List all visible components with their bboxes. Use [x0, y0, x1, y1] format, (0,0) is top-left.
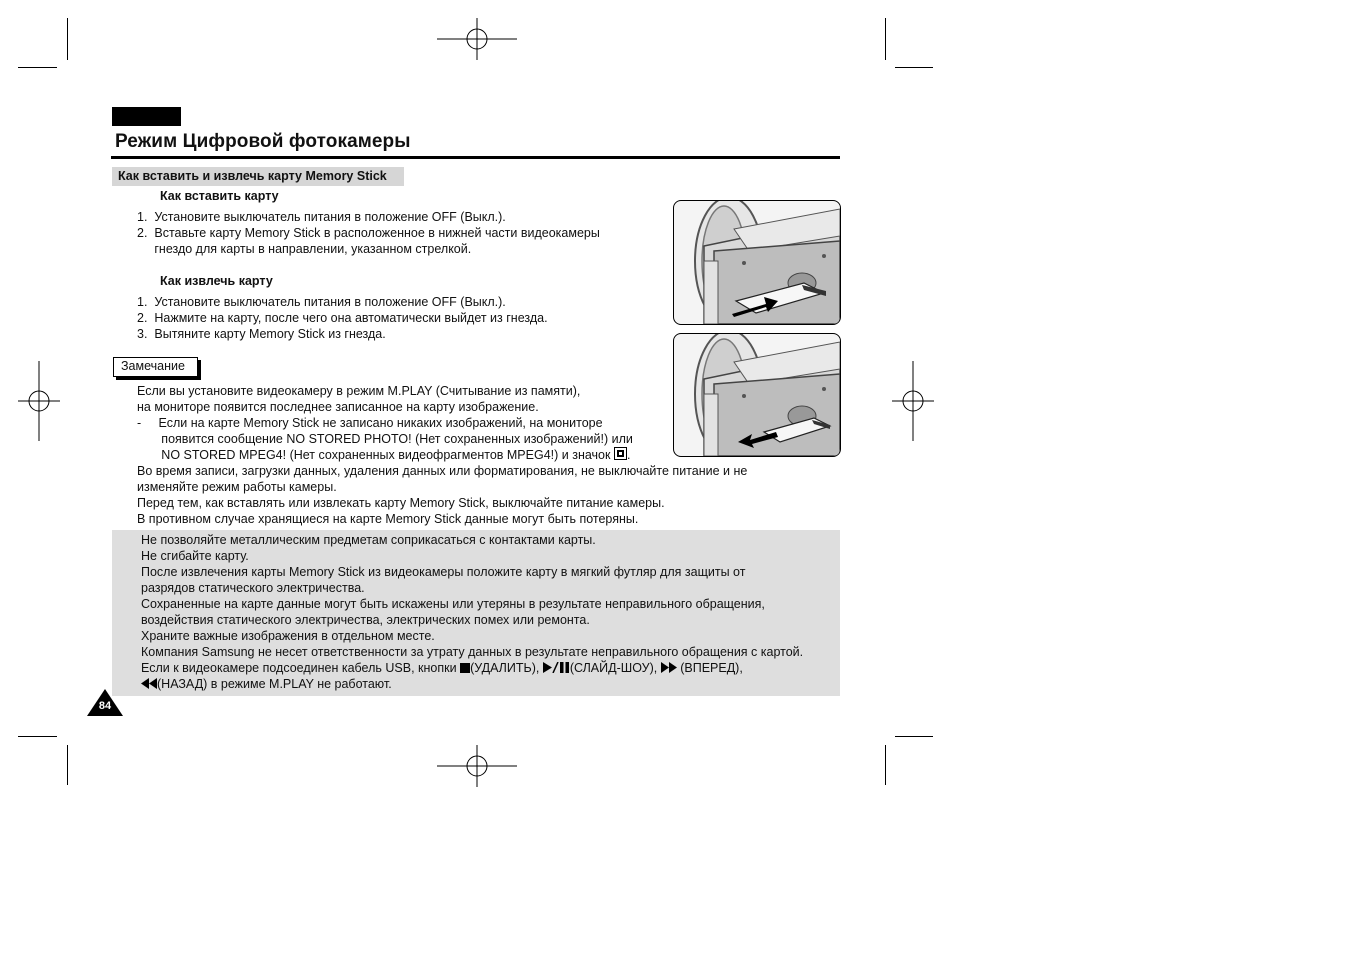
- eject-card-illustration: [673, 333, 841, 457]
- note-line: на мониторе появится последнее записанное на карту изображение.: [137, 400, 539, 414]
- crop-mark: [885, 18, 886, 60]
- list-item: 2. Вставьте карту Memory Stick в расположенное в нижней части видеокамеры: [137, 226, 600, 240]
- warning-line: Не сгибайте карту.: [141, 549, 249, 563]
- note-line: изменяйте режим работы камеры.: [137, 480, 337, 494]
- usb-prefix: Если к видеокамере подсоединен кабель USB, кнопки: [141, 661, 457, 675]
- registration-mark-left: [18, 361, 60, 441]
- section-title: Как вставить и извлечь карту Memory Stick: [118, 169, 387, 183]
- forward-label: (ВПЕРЕД),: [680, 661, 743, 675]
- title-rule: [111, 156, 840, 159]
- memory-card-icon: [614, 447, 627, 460]
- crop-mark: [885, 745, 886, 785]
- insert-heading: Как вставить карту: [160, 189, 279, 203]
- registration-mark-bottom: [437, 745, 517, 787]
- eject-steps: [137, 294, 548, 342]
- note-line: Если вы установите видеокамеру в режим M.PLAY (Считывание из памяти),: [137, 384, 581, 398]
- warning-line: разрядов статического электричества.: [141, 581, 365, 595]
- camcorder-insert-drawing: [674, 201, 840, 324]
- camcorder-eject-drawing: [674, 334, 840, 456]
- warning-line: [141, 676, 803, 692]
- list-item: гнездо для карты в направлении, указанном стрелкой.: [137, 242, 472, 256]
- warning-line: Сохраненные на карте данные могут быть искажены или утеряны в результате неправильного обращения,: [141, 597, 765, 611]
- warning-line: Храните важные изображения в отдельном месте.: [141, 629, 435, 643]
- list-item: 1. Установите выключатель питания в положение OFF (Выкл.).: [137, 295, 506, 309]
- note-line: NO STORED MPEG4! (Нет сохраненных видеофрагментов MPEG4!) и значок .: [137, 448, 631, 462]
- crop-mark: [895, 736, 933, 737]
- note-line: Во время записи, загрузки данных, удаления данных или форматирования, не выключайте питание и не: [137, 464, 748, 478]
- warning-line: [141, 660, 803, 676]
- warning-line: После извлечения карты Memory Stick из видеокамеры положите карту в мягкий футляр для защиты от: [141, 565, 746, 579]
- crop-mark: [18, 67, 57, 68]
- registration-mark-top: [437, 18, 517, 60]
- note-line: - Если на карте Memory Stick не записано никаких изображений, на мониторе: [137, 416, 603, 430]
- crop-mark: [18, 736, 57, 737]
- insert-steps: [137, 209, 600, 257]
- slideshow-label: (СЛАЙД-ШОУ),: [569, 661, 658, 675]
- note-line: В противном случае хранящиеся на карте Memory Stick данные могут быть потеряны.: [137, 512, 639, 526]
- eject-heading: Как извлечь карту: [160, 274, 273, 288]
- note-line: Перед тем, как вставлять или извлекать карту Memory Stick, выключайте питание камеры.: [137, 496, 665, 510]
- language-tab: [112, 107, 181, 126]
- note-body: [137, 383, 747, 527]
- insert-card-illustration: [673, 200, 841, 325]
- warning-line: воздействия статического электричества, электрических помех или ремонта.: [141, 613, 590, 627]
- warnings-list: [141, 532, 803, 692]
- fast-forward-icon: [661, 662, 677, 673]
- play-pause-icon: [543, 662, 570, 673]
- rewind-icon: [141, 678, 157, 689]
- back-label: (НАЗАД) в режиме M.PLAY не работают.: [157, 677, 392, 691]
- crop-mark: [67, 745, 68, 785]
- delete-label: (УДАЛИТЬ),: [470, 661, 540, 675]
- crop-mark: [895, 67, 933, 68]
- stop-icon: [460, 663, 470, 673]
- page-title: Режим Цифровой фотокамеры: [115, 131, 411, 152]
- list-item: 1. Установите выключатель питания в положение OFF (Выкл.).: [137, 210, 506, 224]
- page-number: 84: [98, 700, 112, 712]
- crop-mark: [67, 18, 68, 60]
- note-label: Замечание: [121, 359, 185, 373]
- warning-line: Не позволяйте металлическим предметам соприкасаться с контактами карты.: [141, 533, 596, 547]
- note-line-text: NO STORED MPEG4! (Нет сохраненных видеофрагментов MPEG4!) и значок: [137, 448, 611, 462]
- note-line: появится сообщение NO STORED PHOTO! (Нет сохраненных изображений!) или: [137, 432, 633, 446]
- warning-line: Компания Samsung не несет ответственности за утрату данных в результате неправильного обращения с картой.: [141, 645, 804, 659]
- list-item: 2. Нажмите на карту, после чего она автоматически выйдет из гнезда.: [137, 311, 548, 325]
- registration-mark-right: [892, 361, 934, 441]
- list-item: 3. Вытяните карту Memory Stick из гнезда.: [137, 327, 386, 341]
